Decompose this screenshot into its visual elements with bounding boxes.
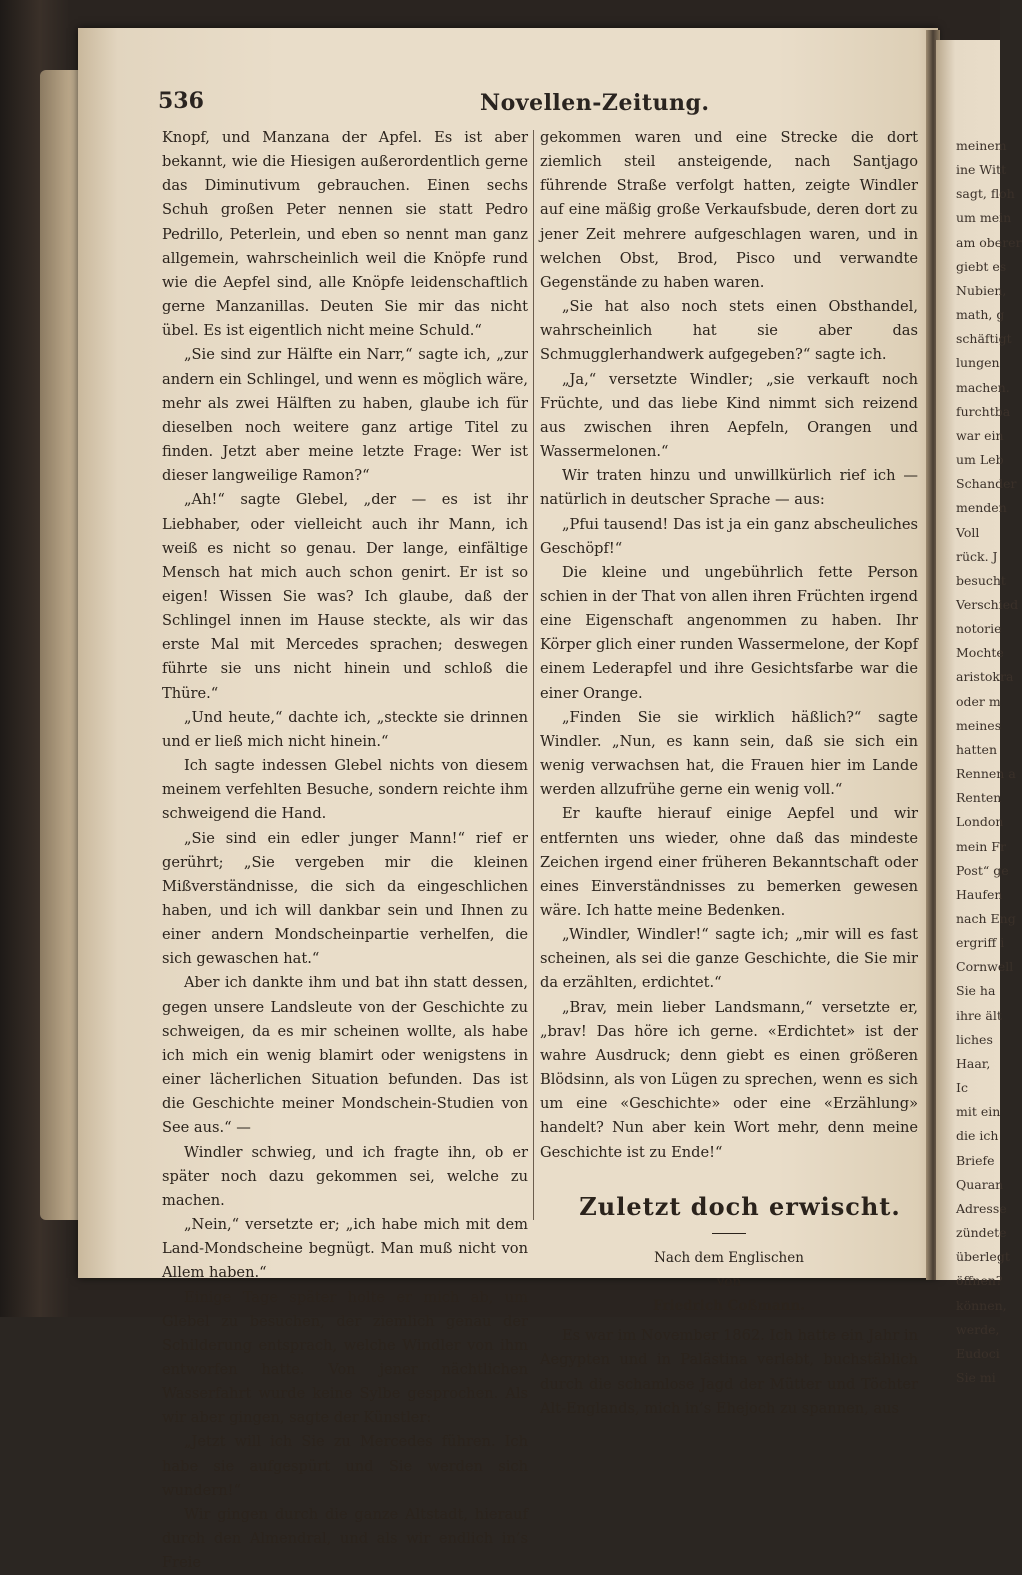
next-page-line: werde, bbox=[956, 1321, 1000, 1337]
running-title: Novellen-Zeitung. bbox=[480, 90, 710, 116]
paragraph: „Brav, mein lieber Landsmann,“ versetzte er, „brav! Das höre ich gerne. «Erdichtet» ist der wahre Ausdruck; denn giebt es einen größeren Blödsinn, als von Lügen zu sprechen, wenn es sich um eine «Geschichte» oder eine «Erzählung» handelt? Nun aber kein Wort mehr, denn meine Geschichte ist zu Ende!“ bbox=[540, 998, 918, 1161]
next-page-line: rück. J bbox=[956, 548, 998, 564]
paragraph: Die kleine und ungebührlich fette Person schien in der That von allen ihren Früchten irgend eine Eigenschaft angenommen zu haben. Ihr Körper glich einer runden Wassermelone, der Kopf einem Lederapfel und ihre Gesichtsfarbe war die einer Orange. bbox=[540, 563, 918, 702]
next-page-line: am oberer bbox=[956, 234, 1022, 250]
next-page-line: machen. bbox=[956, 379, 1010, 395]
paragraph: „Sie sind zur Hälfte ein Narr,“ sagte ich, „zur andern ein Schlingel, und wenn es möglich wäre, mehr als zwei Hälften zu haben, glaube ich für dieselben noch weitere ganz artige Titel zu finden. Jetzt aber meine letzte Frage: Wer ist dieser langweilige Ramon?“ bbox=[162, 346, 528, 485]
next-page-line: Haufen bbox=[956, 886, 1003, 902]
paragraph: „Windler, Windler!“ sagte ich; „mir will es fast scheinen, als sei die ganze Geschichte, die Sie mir da erzählten, erdichtet.“ bbox=[540, 926, 918, 992]
paragraph: Wir traten hinzu und unwillkürlich rief ich — natürlich in deutscher Sprache — aus: bbox=[540, 467, 918, 509]
next-page-line: überlegt bbox=[956, 1249, 1010, 1265]
story-author: Friedrich Coßmann. bbox=[653, 1298, 805, 1315]
paragraph: „Jetzt will ich Sie zu Mercedes führen. Ich habe sie aufgespürt und Sie werden sich wundern!“ bbox=[162, 1433, 528, 1499]
next-page-line: furchtba bbox=[956, 403, 1011, 419]
next-page-line: Mochte bbox=[956, 645, 1004, 661]
section-gap bbox=[540, 1165, 918, 1187]
next-page-line: ergriff i bbox=[956, 935, 1005, 951]
column-divider bbox=[533, 130, 534, 1220]
next-page-line: Sie ha bbox=[956, 983, 996, 999]
next-page-line: Haar, bbox=[956, 1055, 991, 1071]
next-page-line: öffnen? bbox=[956, 1273, 1003, 1289]
next-page-line: lungen bbox=[956, 355, 1000, 371]
next-page-fragments bbox=[956, 134, 1022, 1390]
next-page-line: Cornwell bbox=[956, 959, 1014, 975]
next-page-line: um mein bbox=[956, 210, 1012, 226]
next-page-line: Verschied bbox=[956, 596, 1019, 612]
paragraph: „Ah!“ sagte Glebel, „der — es ist ihr Liebhaber, oder vielleicht auch ihr Mann, ich weiß es nicht so genau. Der lange, einfältige Mensch hat mich auch schon genirt. Er ist so eigen! Wissen Sie was? Ich glaube, daß der Schlingel innen im Hause steckte, als wir das erste Mal mit Mercedes sprachen; deswegen führte sie uns nicht hinein und schloß die Thüre.“ bbox=[162, 491, 528, 702]
next-page-line: sagt, floh bbox=[956, 186, 1015, 202]
next-page-line: aristokra bbox=[956, 669, 1014, 685]
next-page-line: liches bbox=[956, 1031, 993, 1047]
next-page-line: Eudoci bbox=[956, 1345, 1000, 1361]
story-von: von bbox=[716, 1273, 742, 1290]
next-page-line: Adresse bbox=[956, 1200, 1007, 1216]
paragraph: Es war im November 1862. Ich hatte ein Jahr in Aegypten und in Palästina verlebt, buchstäblich durch die schamlose Jagd der Mütter und Töchter Alt-Englands, mich in’s Ehejoch zu spannen, aus bbox=[540, 1327, 918, 1417]
next-page-line: Ic bbox=[956, 1080, 968, 1096]
left-column bbox=[162, 126, 528, 1575]
paragraph: Windler schwieg, und ich fragte ihn, ob er später noch dazu gekommen sei, welche zu machen. bbox=[162, 1143, 528, 1209]
next-page-line: zündete bbox=[956, 1225, 1007, 1241]
story-subtitle: Nach dem Englischen bbox=[654, 1249, 804, 1266]
paragraph: Ich sagte indessen Glebel nichts von diesem meinem verfehlten Besuche, sondern reichte ihm schweigend die Hand. bbox=[162, 757, 528, 823]
next-page-line: Nubien, bbox=[956, 282, 1007, 298]
paragraph: Knopf, und Manzana der Apfel. Es ist aber bekannt, wie die Hiesigen außerordentlich gerne das Diminutivum gebrauchen. Einen sechs Schuh großen Peter nennen sie statt Pedro Pedrillo, Peterlein, und eben so nennt man ganz allgemein, wahrscheinlich weil die Knöpfe rund wie die Aepfel sind, alle Knöpfe leidenschaftlich gerne Manzanillas. Deuten Sie mir das nicht übel. Es ist eigentlich nicht meine Schuld.“ bbox=[162, 129, 528, 340]
next-page-line: nach Eng bbox=[956, 911, 1016, 926]
next-page-line: oder m bbox=[956, 693, 1001, 709]
next-page-line: Renten bbox=[956, 790, 1002, 806]
paragraph: „Ja,“ versetzte Windler; „sie verkauft noch Früchte, und das liebe Kind nimmt sich reizend aus zwischen ihren Aepfeln, Orangen und Wassermelonen.“ bbox=[540, 370, 918, 461]
next-page-line: Sie mi bbox=[956, 1369, 996, 1385]
next-page-line: die ich bbox=[956, 1128, 999, 1144]
next-page-line: Briefe bbox=[956, 1152, 995, 1168]
next-page-line: notorie bbox=[956, 621, 1002, 637]
paragraph: Er kaufte hierauf einige Aepfel und wir entfernten uns wieder, ohne daß das mindeste Zeichen irgend einer früheren Bekanntschaft oder eines Einverständnisses zu bemerken gewesen wäre. Ich hatte meine Bedenken. bbox=[540, 805, 918, 919]
next-page-line: hatten bbox=[956, 741, 997, 757]
paragraph: gekommen waren und eine Strecke die dort ziemlich steil ansteigende, nach Santjago führende Straße verfolgt hatten, zeigte Windler auf eine mäßig große Verkaufsbude, deren dort zu jener Zeit mehrere aufgeschlagen waren, und in welchen Obst, Brod, Pisco und verwandte Gegenstände zu haben waren. bbox=[540, 129, 918, 291]
next-page-line: mein Fr bbox=[956, 838, 1006, 854]
page-header bbox=[150, 88, 920, 118]
paragraph: Einige Tage später holte er mich ab, um Glebel zu besuchen, der ziemlich genau der Schilderung entsprach, welche Windler von ihm entworfen hatte. Von jener nächtlichen Wasserfahrt wurde keine Sylbe gesprochen. Als wir aber gingen, sagte der Künstler: bbox=[162, 1288, 528, 1427]
next-page-line: meinem bbox=[956, 138, 1007, 153]
next-page-line: ihre ält bbox=[956, 1007, 1002, 1023]
next-page-line: Post“ ge bbox=[956, 862, 1009, 878]
next-page-line: math, g bbox=[956, 307, 1005, 323]
next-page-line: giebt es bbox=[956, 258, 1007, 274]
next-page-line: ine Witt bbox=[956, 162, 1007, 178]
page-number: 536 bbox=[158, 88, 204, 114]
next-page-line: menden bbox=[956, 500, 1007, 516]
title-rule bbox=[712, 1233, 746, 1234]
next-page-line: London bbox=[956, 814, 1004, 830]
paragraph: „Nein,“ versetzte er; „ich habe mich mit dem Land-Mondscheine begnügt. Man muß nicht von Allem haben.“ bbox=[162, 1216, 528, 1282]
paragraph: Wir gingen durch die ganze Altstadt, hierauf durch den Almendral, und als wir endlich in’s Freie bbox=[162, 1505, 528, 1572]
paragraph: „Und heute,“ dachte ich, „steckte sie drinnen und er ließ mich nicht hinein.“ bbox=[162, 708, 528, 750]
next-page-line: mit ein bbox=[956, 1104, 1001, 1120]
next-page-line: Quaran bbox=[956, 1176, 1004, 1192]
paragraph: „Pfui tausend! Das ist ja ein ganz abscheuliches Geschöpf!“ bbox=[540, 515, 918, 557]
next-page-line: war ein bbox=[956, 427, 1004, 443]
next-page-line: Voll bbox=[956, 524, 980, 540]
story-title: Zuletzt doch erwischt. bbox=[579, 1191, 901, 1221]
next-page-line: Rennen a bbox=[956, 766, 1016, 782]
next-page-line: besucht bbox=[956, 572, 1006, 588]
paragraph: „Sie hat also noch stets einen Obsthandel, wahrscheinlich hat sie aber das Schmugglerhandwerk aufgegeben?“ sagte ich. bbox=[540, 298, 918, 364]
next-page-line: um Leb bbox=[956, 452, 1004, 468]
next-page-line: schäftigt bbox=[956, 331, 1012, 347]
next-page-line: meines bbox=[956, 717, 1002, 733]
paragraph: „Sie sind ein edler junger Mann!“ rief er gerührt; „Sie vergeben mir die kleinen Mißverständnisse, die sich da eingeschlichen haben, und ich will dankbar sein und Ihnen zu einer andern Mondscheinpartie verhelfen, die sich gewaschen hat.“ bbox=[162, 829, 528, 968]
paragraph: „Finden Sie sie wirklich häßlich?“ sagte Windler. „Nun, es kann sein, daß sie sich ein wenig verwachsen hat, die Frauen hier im Lande werden allzufrühe gerne ein wenig voll.“ bbox=[540, 708, 918, 799]
next-page-line: Schander bbox=[956, 476, 1017, 492]
next-page-line: können, bbox=[956, 1297, 1007, 1313]
right-column bbox=[540, 126, 918, 1421]
paragraph: Aber ich dankte ihm und bat ihn statt dessen, gegen unsere Landsleute von der Geschichte zu schweigen, da es mir scheinen wollte, als habe ich mich ein wenig blamirt oder wenigstens in einer lächerlichen Situation befunden. Das ist die Geschichte meiner Mondschein-Studien von See aus.“ — bbox=[162, 974, 528, 1137]
